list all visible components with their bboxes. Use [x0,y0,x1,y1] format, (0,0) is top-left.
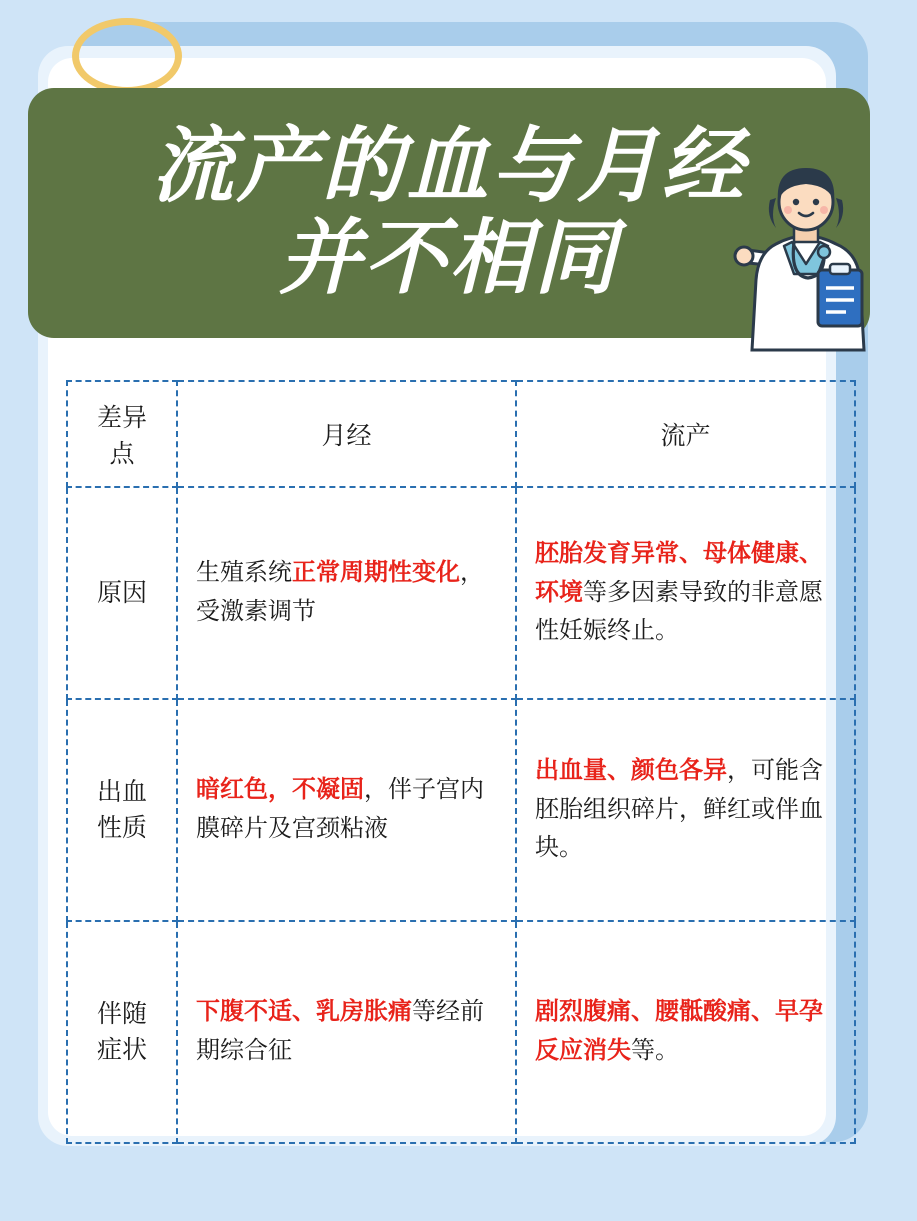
doctor-illustration-icon [706,158,896,358]
column-header-difference: 差异点 [67,381,177,487]
cell-bleeding-menstruation: 暗红色，不凝固，伴子宫内膜碎片及宫颈粘液 [177,699,516,921]
cell-symptoms-miscarriage: 剧烈腹痛、腰骶酸痛、早孕反应消失等。 [516,921,855,1143]
page-title-line1: 流产的血与月经 [151,121,747,213]
cell-cause-menstruation: 生殖系统正常周期性变化，受激素调节 [177,487,516,699]
comparison-table-container [66,380,854,1120]
table-header-row [67,381,855,487]
table-row [67,699,855,921]
column-header-miscarriage: 流产 [516,381,855,487]
table-row [67,921,855,1143]
cell-bleeding-miscarriage: 出血量、颜色各异，可能含胚胎组织碎片，鲜红或伴血块。 [516,699,855,921]
column-header-menstruation: 月经 [177,381,516,487]
cell-symptoms-menstruation: 下腹不适、乳房胀痛等经前期综合征 [177,921,516,1143]
row-label-symptoms: 伴随 症状 [67,921,177,1143]
row-label-bleeding: 出血 性质 [67,699,177,921]
row-label-cause: 原因 [67,487,177,699]
table-row [67,487,855,699]
ring-decoration-icon [72,18,182,94]
cell-cause-miscarriage: 胚胎发育异常、母体健康、环境等多因素导致的非意愿性妊娠终止。 [516,487,855,699]
comparison-table [66,380,856,1144]
page-title-line2: 并不相同 [279,213,619,304]
